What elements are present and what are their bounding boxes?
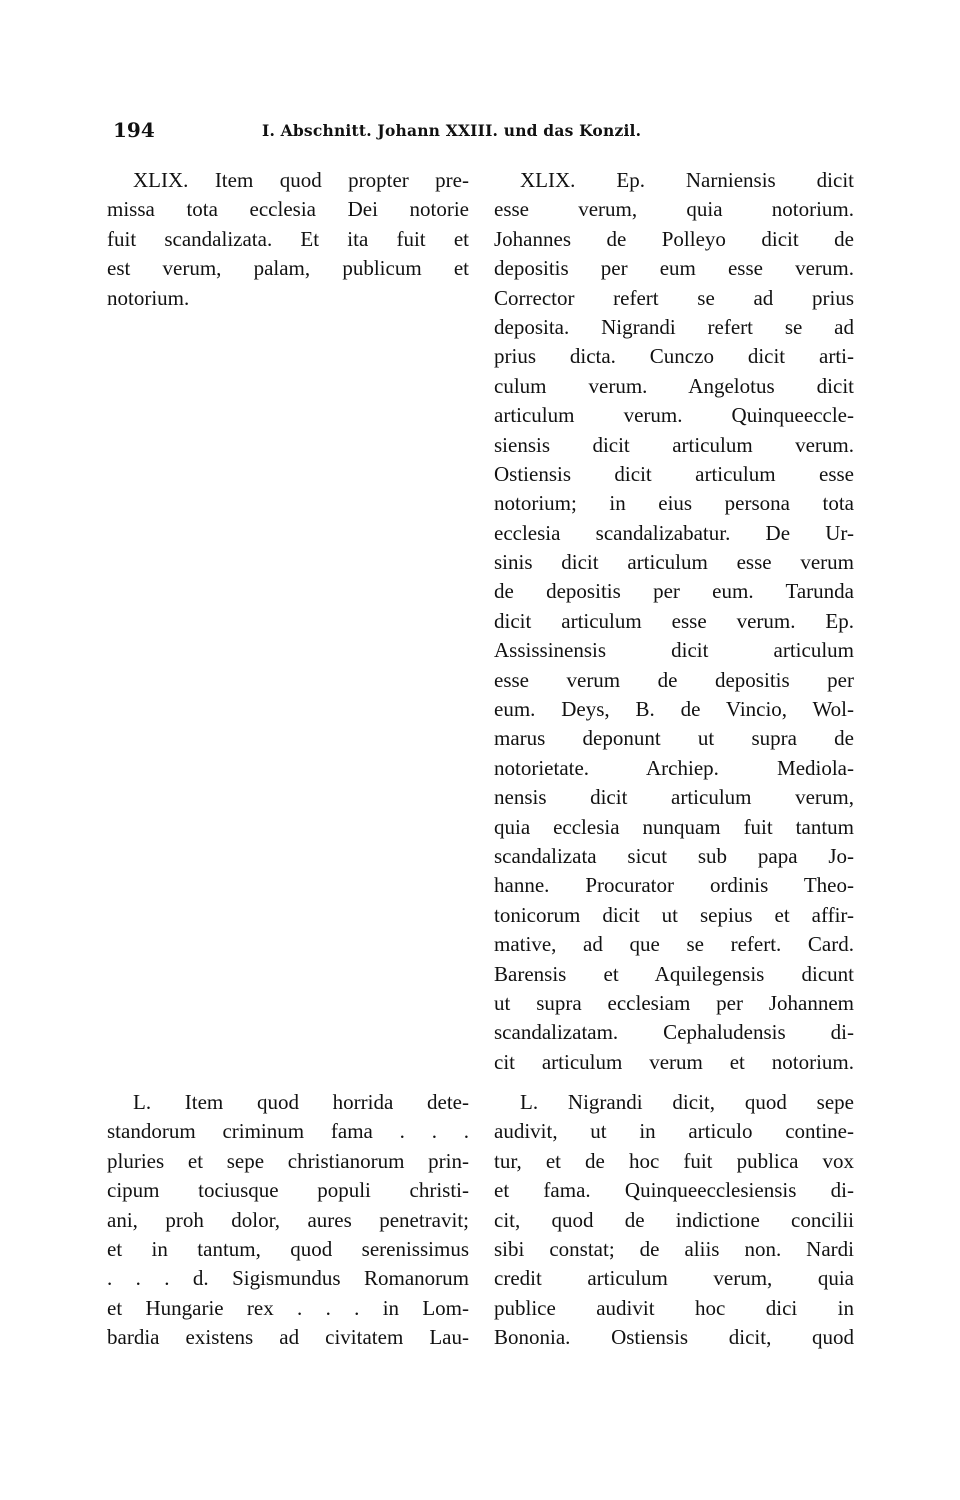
- text-line: est verum, palam, publicum et: [107, 256, 469, 281]
- page-number: 194: [113, 118, 155, 142]
- text-line: articulum verum. Quinqueeccle-: [494, 403, 854, 428]
- text-line: cipum tociusque populi christi-: [107, 1178, 469, 1203]
- text-line: mative, ad que se refert. Card.: [494, 932, 854, 957]
- text-line: quia ecclesia nunquam fuit tantum: [494, 814, 854, 839]
- text-line: Ostiensis dicit articulum esse: [494, 461, 854, 486]
- text-line: ut supra ecclesiam per Johannem: [494, 990, 854, 1015]
- text-line: sibi constat; de aliis non. Nardi: [494, 1236, 854, 1261]
- text-line: marus deponunt ut supra de: [494, 726, 854, 751]
- text-line: ecclesia scandalizabatur. De Ur-: [494, 520, 854, 545]
- text-line: scandalizata sicut sub papa Jo-: [494, 843, 854, 868]
- text-line: notorietate. Archiep. Mediola-: [494, 755, 854, 780]
- text-line: L. Nigrandi dicit, quod sepe: [520, 1090, 854, 1114]
- text-line: deposita. Nigrandi refert se ad: [494, 314, 854, 339]
- text-line: L. Item quod horrida dete-: [133, 1090, 469, 1114]
- left-article-xlix: [107, 166, 469, 313]
- text-line: cit, quod de indictione concilii: [494, 1207, 854, 1232]
- running-head: I. Abschnitt. Johann XXIII. und das Konzil.: [262, 121, 642, 140]
- text-line: de depositis per eum. Tarunda: [494, 579, 854, 604]
- text-line: Johannes de Polleyo dicit de: [494, 226, 854, 251]
- text-line: scandalizatam. Cephaludensis di-: [494, 1020, 854, 1045]
- text-line: nensis dicit articulum verum,: [494, 785, 854, 810]
- text-line: Bononia. Ostiensis dicit, quod: [494, 1325, 854, 1350]
- text-line: Barensis et Aquilegensis dicunt: [494, 961, 854, 986]
- text-line: . . . d. Sigismundus Romanorum: [107, 1266, 469, 1291]
- text-line: ani, proh dolor, aures penetravit;: [107, 1207, 469, 1232]
- text-line: credit articulum verum, quia: [494, 1266, 854, 1291]
- text-line: notorium; in eius persona tota: [494, 491, 854, 516]
- text-line: culum verum. Angelotus dicit: [494, 373, 854, 398]
- text-line: depositis per eum esse verum.: [494, 256, 854, 281]
- text-line: esse verum de depositis per: [494, 667, 854, 692]
- text-line: XLIX. Ep. Narniensis dicit: [520, 168, 854, 192]
- text-line: Corrector refert se ad prius: [494, 285, 854, 310]
- text-line: et in tantum, quod serenissimus: [107, 1236, 469, 1261]
- text-line: missa tota ecclesia Dei notorie: [107, 197, 469, 222]
- right-article-l: [494, 1088, 854, 1353]
- right-article-xlix: [494, 166, 854, 1077]
- text-line: sinis dicit articulum esse verum: [494, 550, 854, 575]
- text-line: dicit articulum esse verum. Ep.: [494, 608, 854, 633]
- text-line: standorum criminum fama . . .: [107, 1119, 469, 1144]
- text-line: esse verum, quia notorium.: [494, 197, 854, 222]
- text-line: bardia existens ad civitatem Lau-: [107, 1325, 469, 1350]
- text-line: hanne. Procurator ordinis Theo-: [494, 873, 854, 898]
- text-line: eum. Deys, B. de Vincio, Wol-: [494, 697, 854, 722]
- text-line: cit articulum verum et notorium.: [494, 1049, 854, 1074]
- text-line: pluries et sepe christianorum prin-: [107, 1148, 469, 1173]
- text-line: tonicorum dicit ut sepius et affir-: [494, 902, 854, 927]
- text-line: audivit, ut in articulo contine-: [494, 1119, 854, 1144]
- text-line: siensis dicit articulum verum.: [494, 432, 854, 457]
- left-article-l: [107, 1088, 469, 1353]
- text-line: fuit scandalizata. Et ita fuit et: [107, 226, 469, 251]
- text-line: et fama. Quinqueecclesiensis di-: [494, 1178, 854, 1203]
- text-line: et Hungarie rex . . . in Lom-: [107, 1295, 469, 1320]
- text-line: XLIX. Item quod propter pre-: [133, 168, 469, 192]
- text-line: Assissinensis dicit articulum: [494, 638, 854, 663]
- text-line: tur, et de hoc fuit publica vox: [494, 1148, 854, 1173]
- text-line: notorium.: [107, 285, 190, 310]
- text-line: prius dicta. Cunczo dicit arti-: [494, 344, 854, 369]
- text-line: publice audivit hoc dici in: [494, 1295, 854, 1320]
